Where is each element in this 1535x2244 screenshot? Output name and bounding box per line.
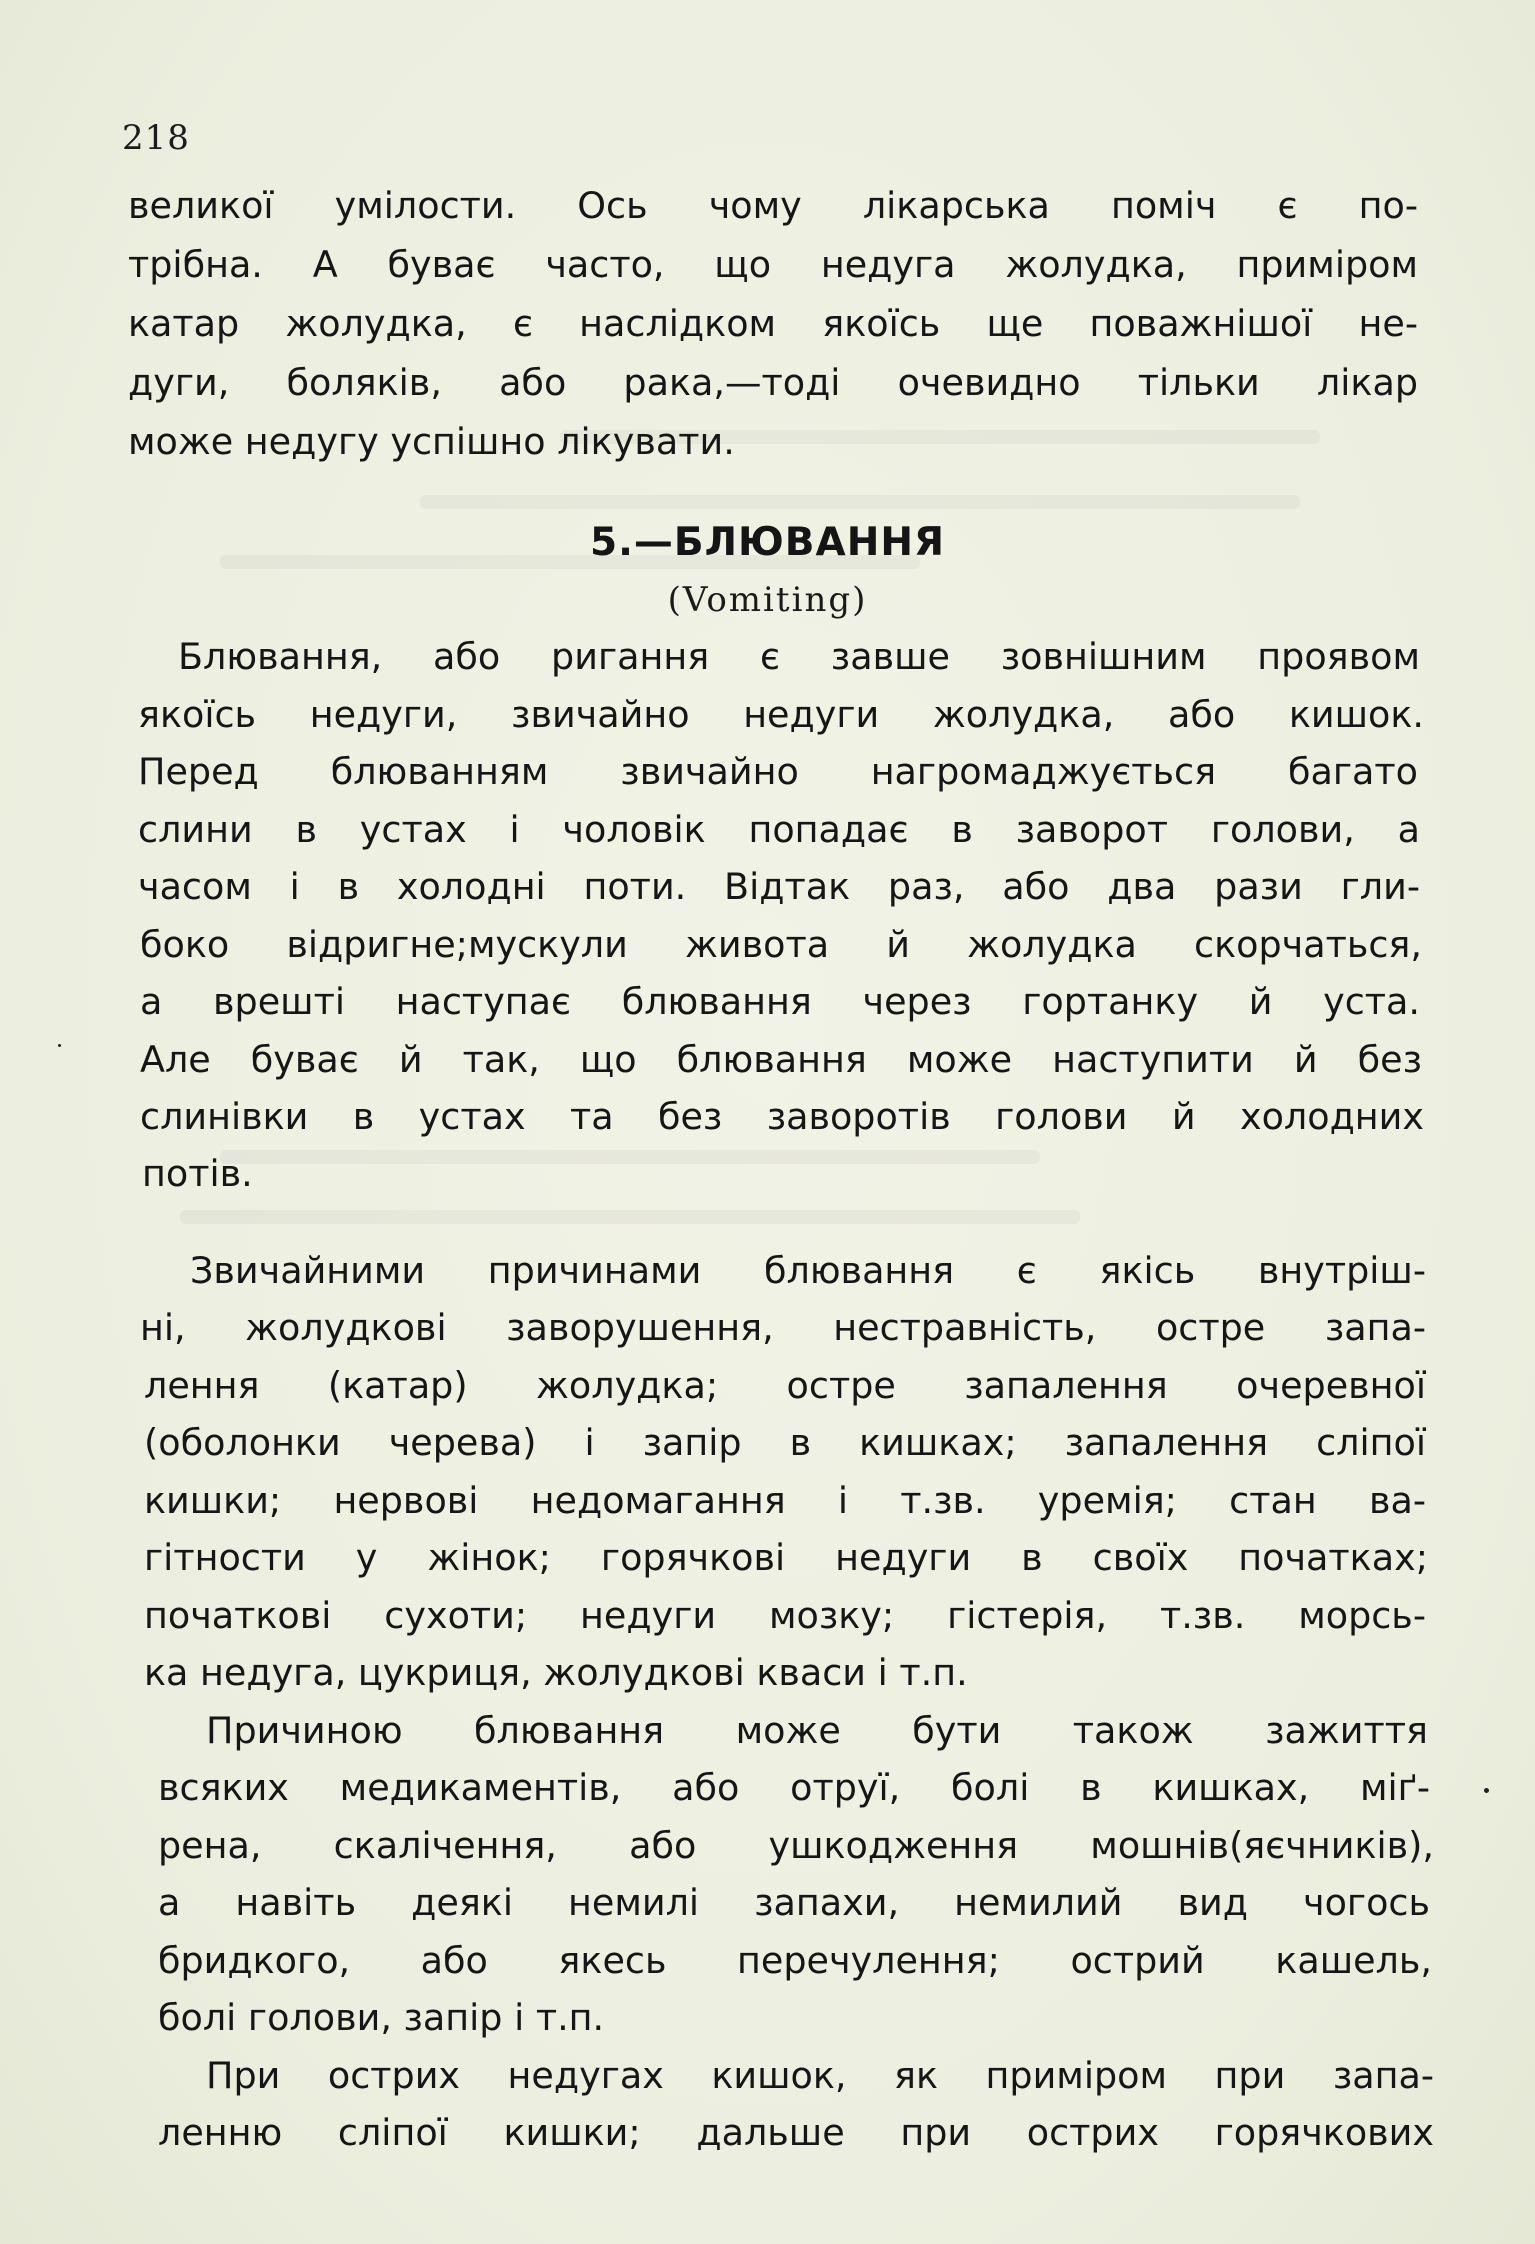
text-line: боко відригне;мускули живота й жолудка скорчаться, [140, 923, 1422, 966]
text-line: а навіть деякі немилі запахи, немилий вид чогось [158, 1881, 1430, 1924]
text-line: якоїсь недуги, звичайно недуги жолудка, або кишок. [138, 693, 1424, 736]
text-line: потів. [142, 1152, 253, 1195]
text-line: При острих недугах кишок, як приміром при запа- [206, 2054, 1434, 2097]
bleed-through-shadow [180, 1210, 1080, 1224]
text-line: (оболонки черева) і запір в кишках; запалення сліпої [144, 1421, 1426, 1464]
text-line: великої умілости. Ось чому лікарська поміч є по- [128, 184, 1418, 227]
ink-speck [1484, 1788, 1489, 1793]
text-line: часом і в холодні поти. Відтак раз, або два рази гли- [138, 865, 1420, 908]
text-line: гітности у жінок; горячкові недуги в своїх початках; [144, 1536, 1428, 1579]
text-line: ленню сліпої кишки; дальше при острих горячкових [158, 2111, 1434, 2154]
ink-speck [58, 1044, 61, 1047]
text-line: Звичайними причинами блювання є якісь внутріш- [190, 1249, 1426, 1292]
text-line: катар жолудка, є наслідком якоїсь ще поважнішої не- [128, 302, 1418, 345]
text-line: ка недуга, цукриця, жолудкові кваси і т.п. [144, 1651, 968, 1694]
text-line: лення (катар) жолудка; остре запалення очеревної [144, 1364, 1426, 1407]
text-line: бридкого, або якесь перечулення; острий кашель, [158, 1939, 1432, 1982]
text-line: рена, скалічення, або ушкодження мошнів(яєчників), [158, 1824, 1434, 1867]
text-line: а врешті наступає блювання через гортанку й уста. [140, 980, 1420, 1023]
text-line: Але буває й так, що блювання може наступити й без [140, 1038, 1422, 1081]
bleed-through-shadow [420, 495, 1300, 509]
section-subheading: (Vomiting) [667, 580, 868, 620]
section-heading: 5.—БЛЮВАННЯ [589, 520, 946, 565]
text-line: слинівки в устах та без заворотів голови й холодних [140, 1095, 1424, 1138]
text-line: Причиною блювання може бути також зажиття [206, 1709, 1428, 1752]
text-line: трібна. А буває часто, що недуга жолудка, приміром [128, 243, 1418, 286]
text-line: кишки; нервові недомагання і т.зв. уремія; стан ва- [144, 1479, 1426, 1522]
text-line: болі голови, запір і т.п. [158, 1996, 605, 2039]
text-line: Блювання, або ригання є завше зовнішним проявом [178, 635, 1420, 678]
text-line: дуги, боляків, або рака,—тоді очевидно тільки лікар [128, 361, 1418, 404]
text-line: початкові сухоти; недуги мозку; гістерія, т.зв. морсь- [144, 1594, 1426, 1637]
text-line: ні, жолудкові заворушення, нестравність, остре запа- [140, 1306, 1426, 1349]
text-line: Перед блюванням звичайно нагромаджується багато [138, 750, 1418, 793]
page-number: 218 [122, 118, 190, 158]
text-line: може недугу успішно лікувати. [128, 420, 735, 463]
text-line: всяких медикаментів, або отруї, болі в кишках, міґ- [158, 1766, 1430, 1809]
text-line: слини в устах і чоловік попадає в заворот голови, а [138, 808, 1420, 851]
